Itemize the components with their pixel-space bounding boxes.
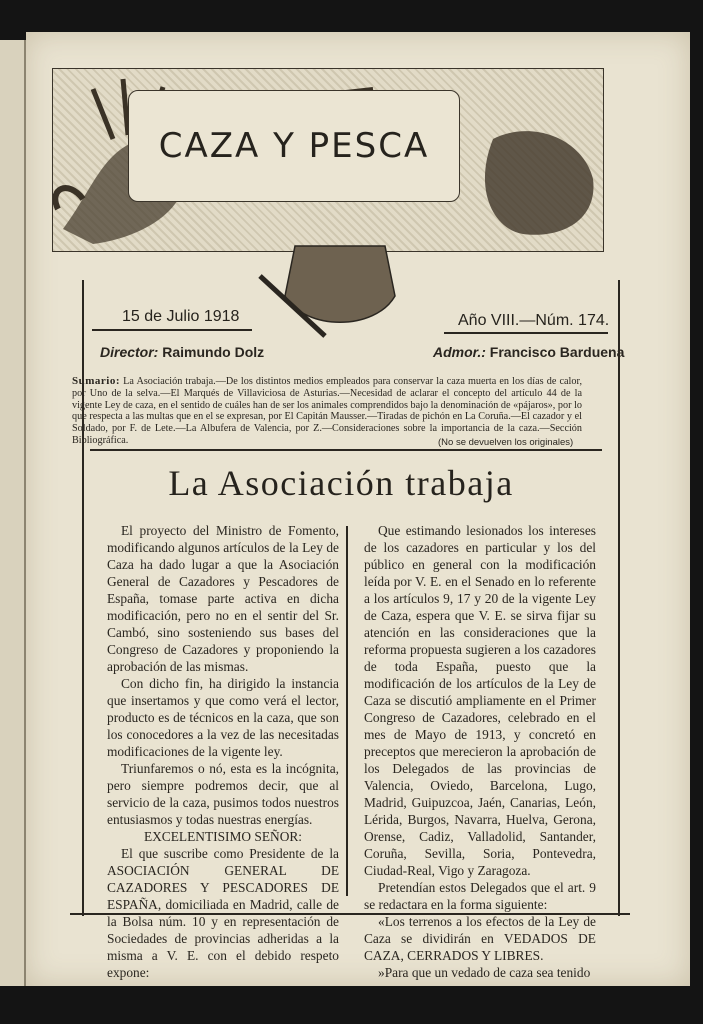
date-underline	[92, 329, 252, 331]
summary-text: La Asociación trabaja.—De los distintos medios empleados para conservar la caza muerta en los días de calor, por Uno de la selva.—El Marqués de Villaviciosa de Asturias.—Necesidad de aclarar el concepto del artículo 44 de la vigente Ley de caza, en el sentido de cuáles han de ser los animales comprendidos bajo la denominación de «pájaros», por lo que respecta a las multas que en el se expresan, por El Capitán Mausser.—Tiradas de pichón en La Coruña.—El cazador y el Soldado, por F. de Lete.—La Albufera de Valencia, por Z.—Consideraciones sobre la importancia de la caza.—Sección Bibliográfica.	[72, 376, 582, 446]
salutation: EXCELENTISIMO SEÑOR:	[143, 829, 303, 844]
journal-title: CAZA Y PESCA	[158, 126, 430, 166]
article-column-right	[364, 522, 596, 981]
summary-divider	[90, 449, 602, 451]
admin-name: Francisco Barduena	[489, 344, 625, 360]
admin-credit	[433, 344, 624, 360]
admin-label: Admor.:	[433, 344, 486, 360]
issue-number: Año VIII.—Núm. 174.	[458, 312, 610, 329]
paragraph: El proyecto del Ministro de Fomento, modificando algunos artículos de la Ley de Caza ha dado lugar a que la Asociación General de Cazadores y Pescadores de España, tomase parte activa en dicha modificación, pero no en el sentir del Sr. Cambó, sino sosteniendo sus bases del Congreso de Cazadores y proponiendo la aprobación de las mismas.	[107, 523, 339, 674]
frame-right-line	[618, 280, 620, 916]
summary-label: Sumario:	[72, 375, 120, 387]
paragraph: «Los terrenos a los efectos de la Ley de Caza se dividirán en VEDADOS DE CAZA, CERRADOS Y LIBRES.	[364, 914, 596, 963]
facing-page-edge	[0, 40, 26, 986]
originals-note: (No se devuelven los originales)	[438, 437, 574, 448]
column-divider	[346, 526, 348, 896]
article-column-left	[107, 522, 339, 981]
director-name: Raimundo Dolz	[162, 344, 265, 360]
article-headline: La Asociación trabaja	[168, 463, 514, 503]
paragraph: Triunfaremos o nó, esta es la incógnita, pero siempre podremos decir, que al servicio de la caza, pusimos todos nuestros entusiasmos y todas nuestras energías.	[107, 761, 339, 827]
game-bag-icon	[255, 236, 425, 346]
paragraph: Que estimando lesionados los intereses de los cazadores en particular y los del público en general con la modificación leída por V. E. en el Senado en lo referente a los artículos 9, 17 y 20 de la vigente Ley de Caza, espera que V. E. se sirva fijar su atención en las consideraciones que la reforma propuesta sugieren a los cazadores de toda España, puesto que la modificación de los artículos de la Ley de Caza se discutió ampliamente en el Primer Congreso de Cazadores, celebrado en el mes de Mayo de 1913, y concretó en preceptos que merecieron la aprobación de los Delegados de las provincias de Valencia, Oviedo, Barcelona, Lugo, Madrid, Guipuzcoa, Jaén, Canarias, León, Lérida, Burgos, Navarra, Huelva, Gerona, Orense, Cadiz, Valladolid, Santander, Coruña, Sevilla, Soria, Pontevedra, Ciudad-Real, Vigo y Zaragoza.	[364, 523, 596, 878]
director-label: Director:	[100, 344, 159, 360]
paragraph: El que suscribe como Presidente de la ASOCIACIÓN GENERAL DE CAZADORES Y PESCADORES DE ESPAÑA, domiciliada en Madrid, calle de la Bolsa núm. 10 y en representación de Sociedades de provincias adheridas a la misma a V. E. con el debido respeto expone:	[107, 846, 339, 980]
issue-underline	[444, 332, 608, 334]
paragraph: Con dicho fin, ha dirigido la instancia que insertamos y que como verá el lector, producto es de técnicos en la caza, que son los conocedores a la vez de las necesitadas modificaciones de la vigente ley.	[107, 676, 339, 759]
paragraph: Pretendían estos Delegados que el art. 9 se redactara en la forma siguiente:	[364, 880, 596, 912]
paragraph: »Para que un vedado de caza sea tenido	[378, 965, 591, 980]
director-credit	[100, 344, 264, 360]
masthead-title-scroll	[128, 90, 460, 202]
issue-date: 15 de Julio 1918	[122, 308, 240, 325]
